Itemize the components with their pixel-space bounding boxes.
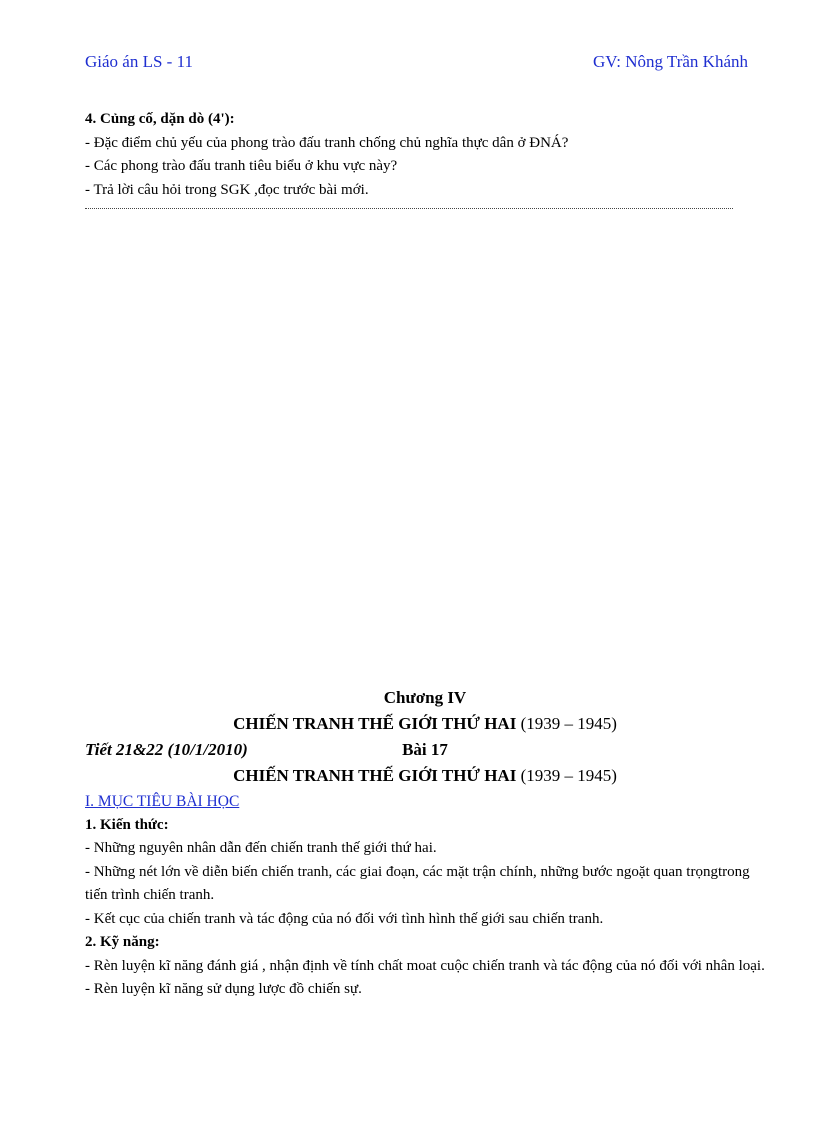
skills-item: - Rèn luyện kĩ năng đánh giá , nhận định về tính chất moat cuộc chiến tranh và tác động của nó đối với nhân loại. <box>85 957 765 974</box>
knowledge-heading: 1. Kiến thức: <box>85 816 169 833</box>
objectives-section <box>85 790 765 1002</box>
review-item: - Các phong trào đấu tranh tiêu biểu ở khu vực này? <box>85 158 398 174</box>
chapter-title: CHIẾN TRANH THẾ GIỚI THỨ HAI <box>233 714 517 733</box>
knowledge-item: - Những nguyên nhân dẫn đến chiến tranh thế giới thứ hai. <box>85 840 437 856</box>
lesson-number: Bài 17 <box>402 740 448 759</box>
skills-heading: 2. Kỹ năng: <box>85 934 160 950</box>
header-subject: Giáo án LS - 11 <box>85 52 193 71</box>
chapter-title-line <box>85 711 765 737</box>
skills-item: - Rèn luyện kĩ năng sử dụng lược đồ chiến sự. <box>85 981 362 997</box>
objectives-section-title: I. MỤC TIÊU BÀI HỌC <box>85 793 240 810</box>
lesson-period-date: Tiết 21&22 (10/1/2010) <box>85 740 248 759</box>
lesson-title-line <box>85 763 765 789</box>
chapter-years: (1939 – 1945) <box>516 714 617 733</box>
chapter-label: Chương IV <box>383 688 467 707</box>
dotted-divider <box>85 208 733 209</box>
knowledge-item: - Kết cục của chiến tranh và tác động của nó đối với tình hình thế giới sau chiến tranh. <box>85 910 604 927</box>
review-item: - Trả lời câu hỏi trong SGK ,đọc trước bài mới. <box>85 181 369 198</box>
chapter-label-line <box>85 685 765 711</box>
review-item: - Đặc điểm chủ yếu của phong trào đấu tranh chống chủ nghĩa thực dân ở ĐNÁ? <box>85 134 569 151</box>
lesson-title: CHIẾN TRANH THẾ GIỚI THỨ HAI <box>233 766 517 785</box>
knowledge-item: - Những nét lớn về diễn biến chiến tranh, các giai đoạn, các mặt trận chính, những bước ngoặt quan trọngtrong tiến trình chiến tranh. <box>85 863 750 903</box>
lesson-years: (1939 – 1945) <box>516 766 617 785</box>
lesson-meta-row <box>85 737 765 763</box>
header-teacher: GV: Nông Trần Khánh <box>592 52 748 71</box>
review-section <box>85 108 765 202</box>
page-header <box>85 52 748 76</box>
review-heading: 4. Củng cố, dặn dò (4'): <box>85 111 235 127</box>
